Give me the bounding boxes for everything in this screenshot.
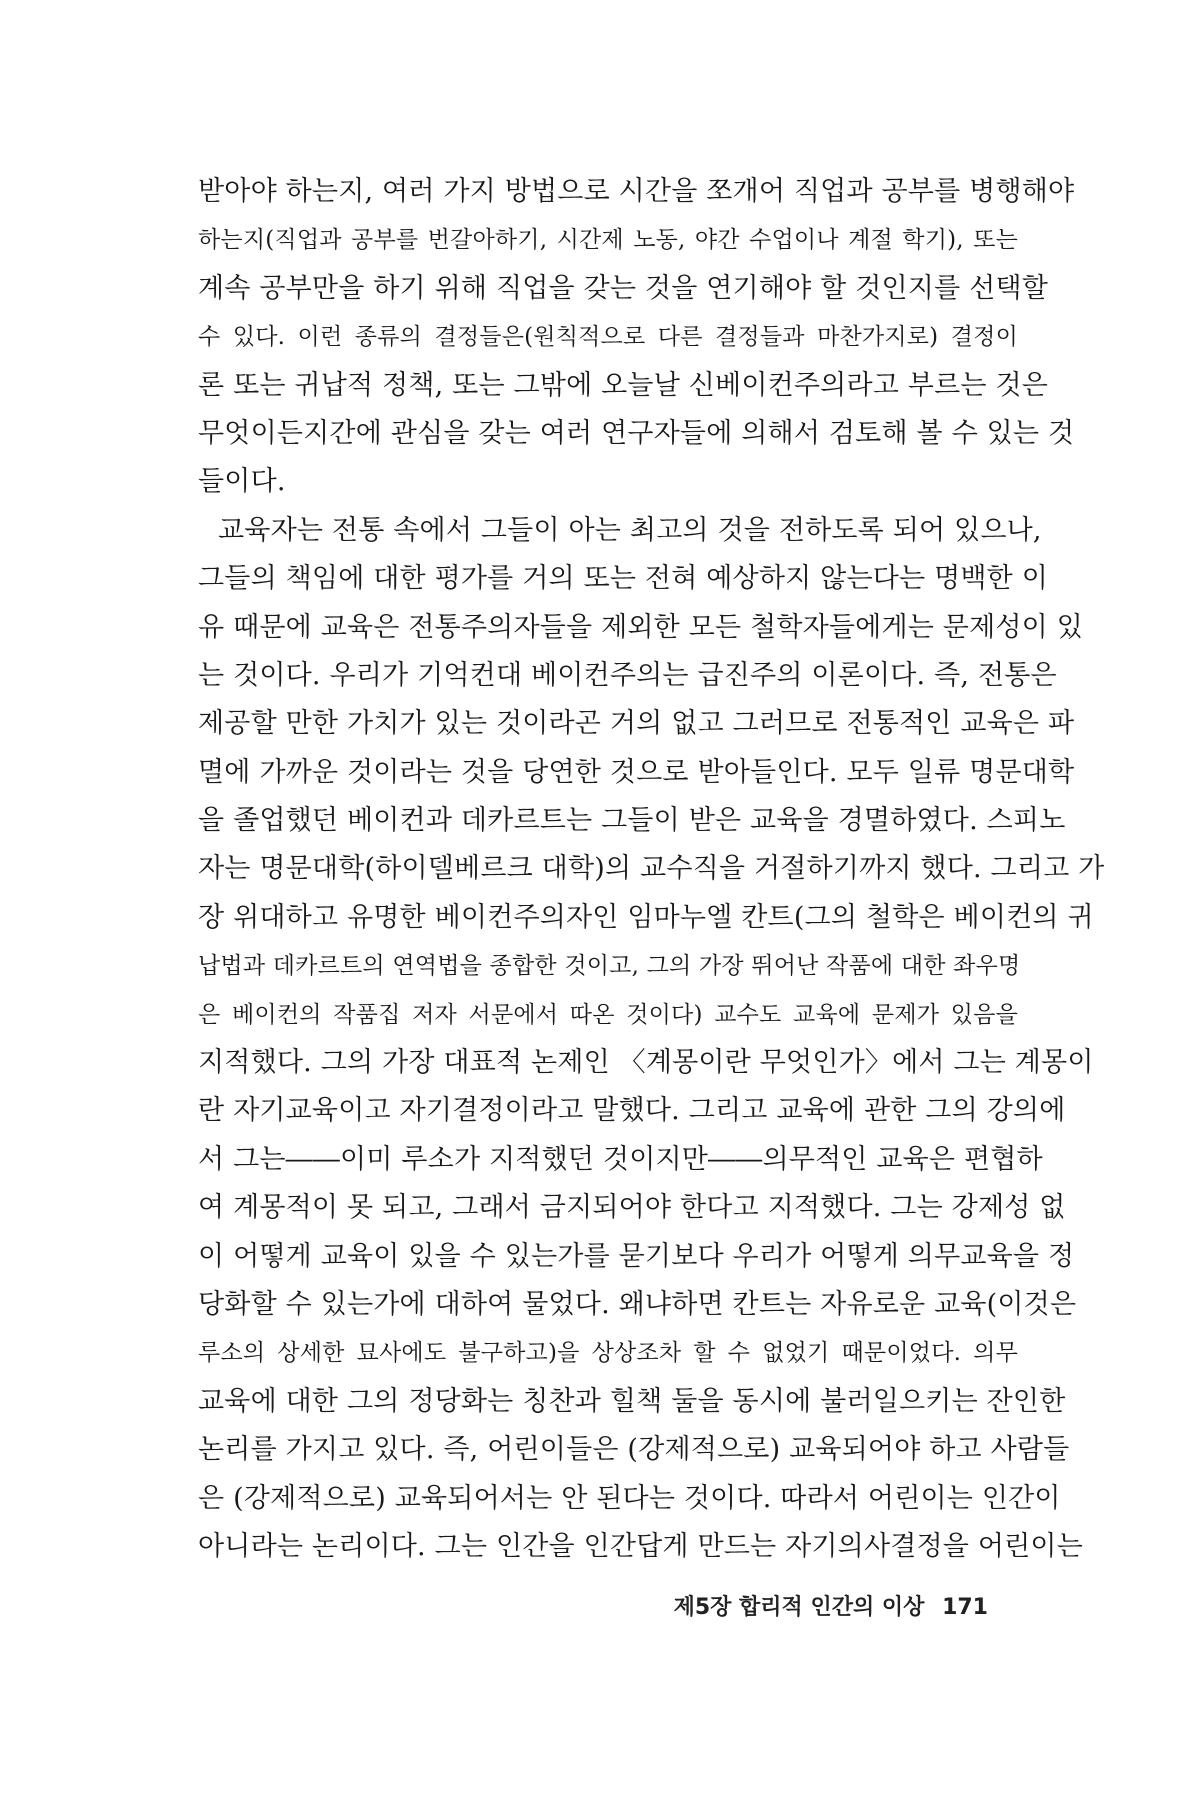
text-line: 제공할 만한 가치가 있는 것이라곤 거의 없고 그러므로 전통적인 교육은 파 — [198, 708, 1075, 740]
text-line: 란 자기교육이고 자기결정이라고 말했다. 그리고 교육에 관한 그의 강의에 — [198, 1095, 1066, 1127]
text-line: 이 어떻게 교육이 있을 수 있는가를 묻기보다 우리가 어떻게 의무교육을 정 — [198, 1240, 1075, 1272]
text-line: 은 (강제적으로) 교육되어서는 안 된다는 것이다. 따라서 어린이는 인간이 — [198, 1482, 1061, 1514]
text-line: 은 베이컨의 작품집 저자 서문에서 따온 것이다) 교수도 교육에 문제가 있음을 — [198, 1001, 1018, 1028]
text-line: 아니라는 논리이다. 그는 인간을 인간답게 만드는 자기의사결정을 어린이는 — [198, 1530, 1084, 1562]
text-line: 론 또는 귀납적 정책, 또는 그밖에 오늘날 신베이컨주의라고 부르는 것은 — [198, 369, 1049, 401]
chapter-title: 제5장 합리적 인간의 이상 — [673, 1595, 925, 1620]
text-line: 을 졸업했던 베이컨과 데카르트는 그들이 받은 교육을 경멸하였다. 스피노 — [198, 805, 1066, 837]
text-line: 장 위대하고 유명한 베이컨주의자인 임마누엘 칸트(그의 철학은 베이컨의 귀 — [198, 901, 1094, 933]
text-line: 지적했다. 그의 가장 대표적 논제인 〈계몽이란 무엇인가〉에서 그는 계몽이 — [198, 1047, 1094, 1079]
text-line: 서 그는――이미 루소가 지적했던 것이지만――의무적인 교육은 편협하 — [198, 1143, 1043, 1175]
text-line: 당화할 수 있는가에 대하여 물었다. 왜냐하면 칸트는 자유로운 교육(이것은 — [198, 1288, 1077, 1320]
text-line: 여 계몽적이 못 되고, 그래서 금지되어야 한다고 지적했다. 그는 강제성 없 — [198, 1192, 1066, 1224]
text-line: 루소의 상세한 묘사에도 불구하고)을 상상조차 할 수 없었기 때문이었다. 의무 — [198, 1340, 1018, 1367]
text-line: 들이다. — [198, 466, 286, 498]
text-line: 무엇이든지간에 관심을 갖는 여러 연구자들에 의해서 검토해 볼 수 있는 것 — [198, 417, 1075, 449]
text-line: 납법과 데카르트의 연역법을 종합한 것이고, 그의 가장 뛰어난 작품에 대한 좌우명 — [198, 953, 1021, 980]
body-text — [198, 168, 1105, 1571]
text-line: 하는지(직업과 공부를 번갈아하기, 시간제 노동, 야간 수업이나 계절 학기), 또는 — [198, 227, 1018, 254]
text-line: 받아야 하는지, 여러 가지 방법으로 시간을 쪼개어 직업과 공부를 병행해야 — [198, 176, 1075, 207]
text-line: 교육자는 전통 속에서 그들이 아는 최고의 것을 전하도록 되어 있으나, — [218, 514, 1042, 546]
text-line: 수 있다. 이런 종류의 결정들은(원칙적으로 다른 결정들과 마찬가지로) 결정이 — [198, 324, 1018, 351]
text-line: 멸에 가까운 것이라는 것을 당연한 것으로 받아들인다. 모두 일류 명문대학 — [198, 756, 1075, 788]
text-line: 계속 공부만을 하기 위해 직업을 갖는 것을 연기해야 할 것인지를 선택할 — [198, 272, 1049, 304]
text-line: 논리를 가지고 있다. 즉, 어린이들은 (강제적으로) 교육되어야 하고 사람들 — [198, 1434, 1070, 1466]
text-line: 는 것이다. 우리가 기억컨대 베이컨주의는 급진주의 이론이다. 즉, 전통은 — [198, 659, 1057, 691]
text-line: 교육에 대한 그의 정당화는 칭찬과 힐책 둘을 동시에 불러일으키는 잔인한 — [198, 1385, 1066, 1417]
page-number: 171 — [942, 1595, 988, 1620]
text-line: 유 때문에 교육은 전통주의자들을 제외한 모든 철학자들에게는 문제성이 있 — [198, 611, 1084, 643]
text-line: 그들의 책임에 대한 평가를 거의 또는 전혀 예상하지 않는다는 명백한 이 — [198, 563, 1049, 595]
text-line: 자는 명문대학(하이델베르크 대학)의 교수직을 거절하기까지 했다. 그리고 가 — [198, 853, 1105, 885]
page-footer — [674, 1590, 988, 1621]
